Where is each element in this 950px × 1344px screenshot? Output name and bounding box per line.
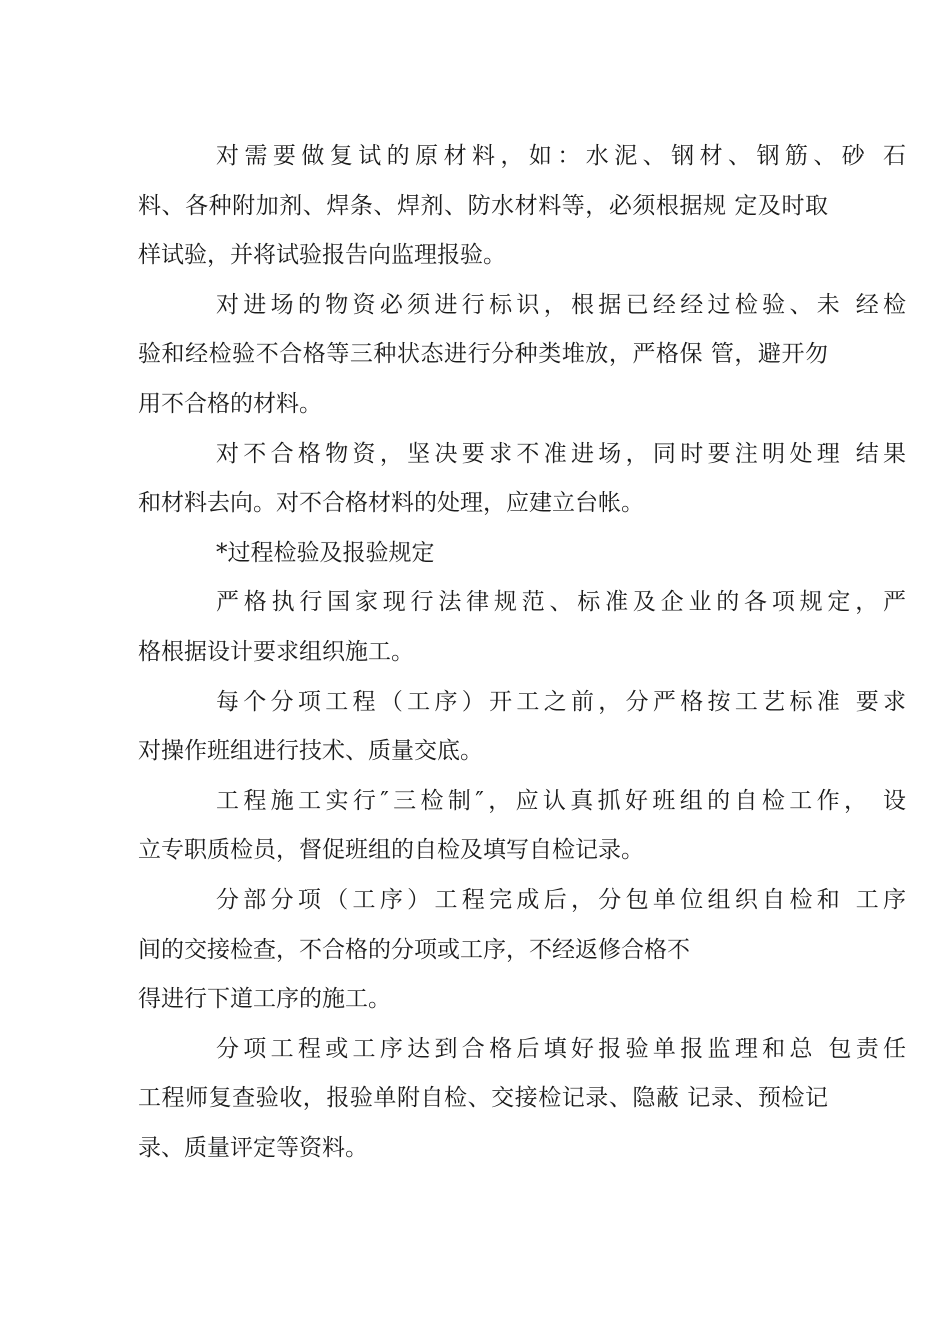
section-heading: *过程检验及报验规定: [216, 539, 435, 566]
text-line: 对操作班组进行技术、质量交底。: [138, 738, 483, 765]
text-line: 分项工程或工序达到合格后填好报验单报监理和总 包责任: [216, 1035, 906, 1062]
text-line: 间的交接检查，不合格的分项或工序，不经返修合格不: [138, 936, 690, 963]
text-line: 验和经检验不合格等三种状态进行分种类堆放，严格保 管，避开勿: [138, 341, 828, 368]
text-line: 格根据设计要求组织施工。: [138, 638, 414, 665]
text-line: 和材料去向。对不合格材料的处理，应建立台帐。: [138, 490, 644, 517]
text-line: 得进行下道工序的施工。: [138, 986, 391, 1013]
text-line: 严格执行国家现行法律规范、标准及企业的各项规定，严: [216, 589, 906, 616]
document-body: [138, 132, 906, 1173]
text-line: 立专职质检员，督促班组的自检及填写自检记录。: [138, 837, 644, 864]
text-line: 对需要做复试的原材料，如：水泥、钢材、钢筋、砂 石: [216, 143, 906, 169]
text-line: 工程施工实行″三检制″，应认真抓好班组的自检工作， 设: [216, 787, 906, 814]
text-line: 对进场的物资必须进行标识，根据已经经过检验、未 经检: [216, 291, 906, 318]
text-line: 用不合格的材料。: [138, 390, 322, 417]
text-line: 录、质量评定等资料。: [138, 1134, 368, 1161]
text-line: 工程师复查验收，报验单附自检、交接检记录、隐蔽 记录、预检记: [138, 1085, 828, 1112]
text-line: 分部分项（工序）工程完成后，分包单位组织自检和 工序: [216, 886, 906, 913]
text-line: 每个分项工程（工序）开工之前，分严格按工艺标准 要求: [216, 688, 906, 715]
text-line: 样试验，并将试验报告向监理报验。: [138, 242, 506, 269]
text-line: 对不合格物资，坚决要求不准进场，同时要注明处理 结果: [216, 440, 906, 467]
text-line: 料、各种附加剂、焊条、焊剂、防水材料等，必须根据规 定及时取: [138, 192, 828, 219]
